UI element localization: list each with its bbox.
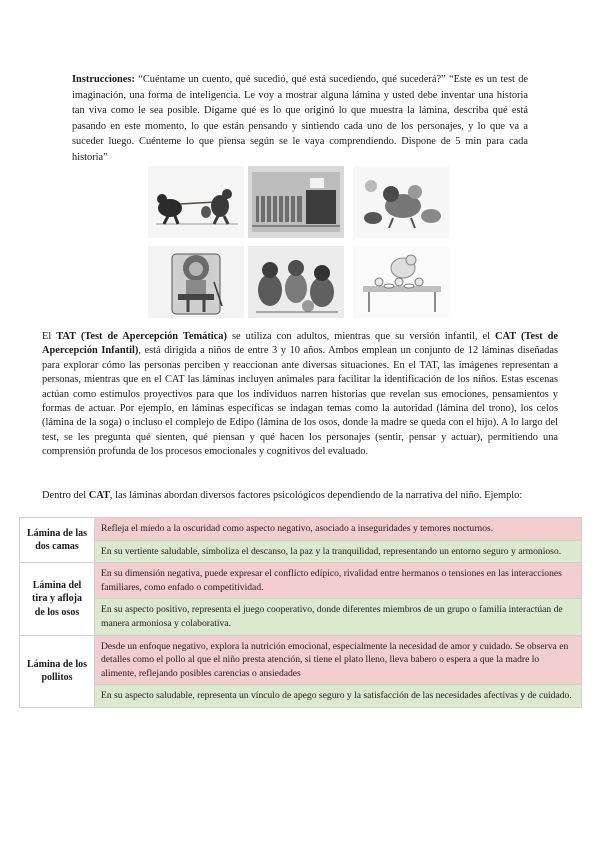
table-row	[20, 635, 582, 685]
p2-pre: Dentro del	[42, 490, 89, 501]
negative-aspect-cell: Desde un enfoque negativo, explora la nutrición emocional, especialmente la necesidad de amor y cuidado. Se observa en detalles como el pollo al que el niño presta atención, si tiene el plato lleno, lleva babero o espera a que la madre lo alimente, reflejando posibles carencias o ansiedades	[95, 635, 582, 685]
table-row	[20, 518, 582, 541]
cat-term-2: CAT	[88, 490, 110, 501]
tat-term: TAT (Test de Apercepción Temática)	[56, 331, 227, 342]
chicks-at-table-plate-icon	[353, 246, 449, 318]
positive-aspect-cell: En su vertiente saludable, simboliza el descanso, la paz y la tranquilidad, representando un entorno seguro y armonioso.	[95, 540, 582, 563]
cat-intro-paragraph	[42, 489, 558, 503]
p1-mid: se utiliza con adultos, mientras que su versión infantil, el	[226, 331, 496, 342]
playful-puppies-plate-icon	[353, 166, 449, 238]
plate-label-chicks: Lámina de los pollitos	[20, 635, 95, 707]
p1-pre: El	[42, 331, 57, 342]
table-row	[20, 599, 582, 635]
tat-cat-description-paragraph	[42, 330, 558, 460]
p2-rest: , las láminas abordan diversos factores psicológicos dependiendo de la narrativa del niño. Ejemplo:	[109, 490, 523, 501]
positive-aspect-cell: En su aspecto saludable, representa un vínculo de apego seguro y la satisfacción de las necesidades afectivas y de cuidado.	[95, 685, 582, 708]
table-row	[20, 563, 582, 599]
table-row	[20, 540, 582, 563]
crib-in-dark-room-plate-icon	[248, 166, 344, 238]
tug-of-war-bears-plate-icon	[148, 166, 244, 238]
plate-label-two-beds: Lámina de las dos camas	[20, 518, 95, 563]
cat-plates-grid	[148, 166, 458, 322]
instructions-paragraph	[72, 72, 528, 166]
instructions-text: “Cuéntame un cuento, qué sucedió, qué está sucediendo, qué sucederá?” “Este es un test de imaginación, una forma de inteligencia. Le voy a mostrar alguna lámina y usted debe inventar una historia tan viva como le sea posible. Dígame qué es lo que originó lo que muestra la lámina, describa qué está pasando en este momento, lo que están pensando y sintiendo cada uno de los personajes, y lo que va a suceder luego. Cuénteme lo que piensa según se le vaya comprendiendo. Dispone de 5 min para cada historia”	[72, 74, 528, 163]
p1-rest: , está dirigida a niños de entre 3 y 10 años. Ambos emplean un conjunto de 12 láminas diseñadas para explorar cómo las personas perciben y reaccionan ante diversas situaciones. En el TAT, las imágenes representan a personas, mientras que en el CAT las láminas incluyen animales para facilitar la identificación de los niños. Estas escenas actúan como estímulos proyectivos para que los individuos narren historias que revelan sus emociones, pensamientos y formas de actuar. Por ejemplo, en láminas específicas se indagan temas como la autoridad (lámina del trono), los celos (lámina de la soga) o incluso el complejo de Edipo (lámina de los osos, donde la madre se queda con el hijo). A lo largo del test, se les pregunta qué sienten, qué piensan y qué hacen los personajes (sentir, pensar y actuar), permitiendo una comprensión profunda de los procesos emocionales y cognitivos del evaluado.	[42, 345, 558, 458]
negative-aspect-cell: En su dimensión negativa, puede expresar el conflicto edípico, rivalidad entre hermanos o tensiones en las interacciones familiares, como enfado o competitividad.	[95, 563, 582, 599]
cat-plates-table	[19, 517, 582, 708]
monkeys-gathering-plate-icon	[248, 246, 344, 318]
cat-term: CAT (Test de Apercepción Infantil)	[42, 331, 558, 357]
instructions-label: Instrucciones:	[72, 74, 135, 85]
table-row	[20, 685, 582, 708]
plate-label-bears: Lámina del tira y afloja de los osos	[20, 563, 95, 635]
lion-on-throne-plate-icon	[148, 246, 244, 318]
positive-aspect-cell: En su aspecto positivo, representa el juego cooperativo, donde diferentes miembros de un grupo o familia interactúan de manera armoniosa y colaborativa.	[95, 599, 582, 635]
negative-aspect-cell: Refleja el miedo a la oscuridad como aspecto negativo, asociado a inseguridades y temores nocturnos.	[95, 518, 582, 541]
